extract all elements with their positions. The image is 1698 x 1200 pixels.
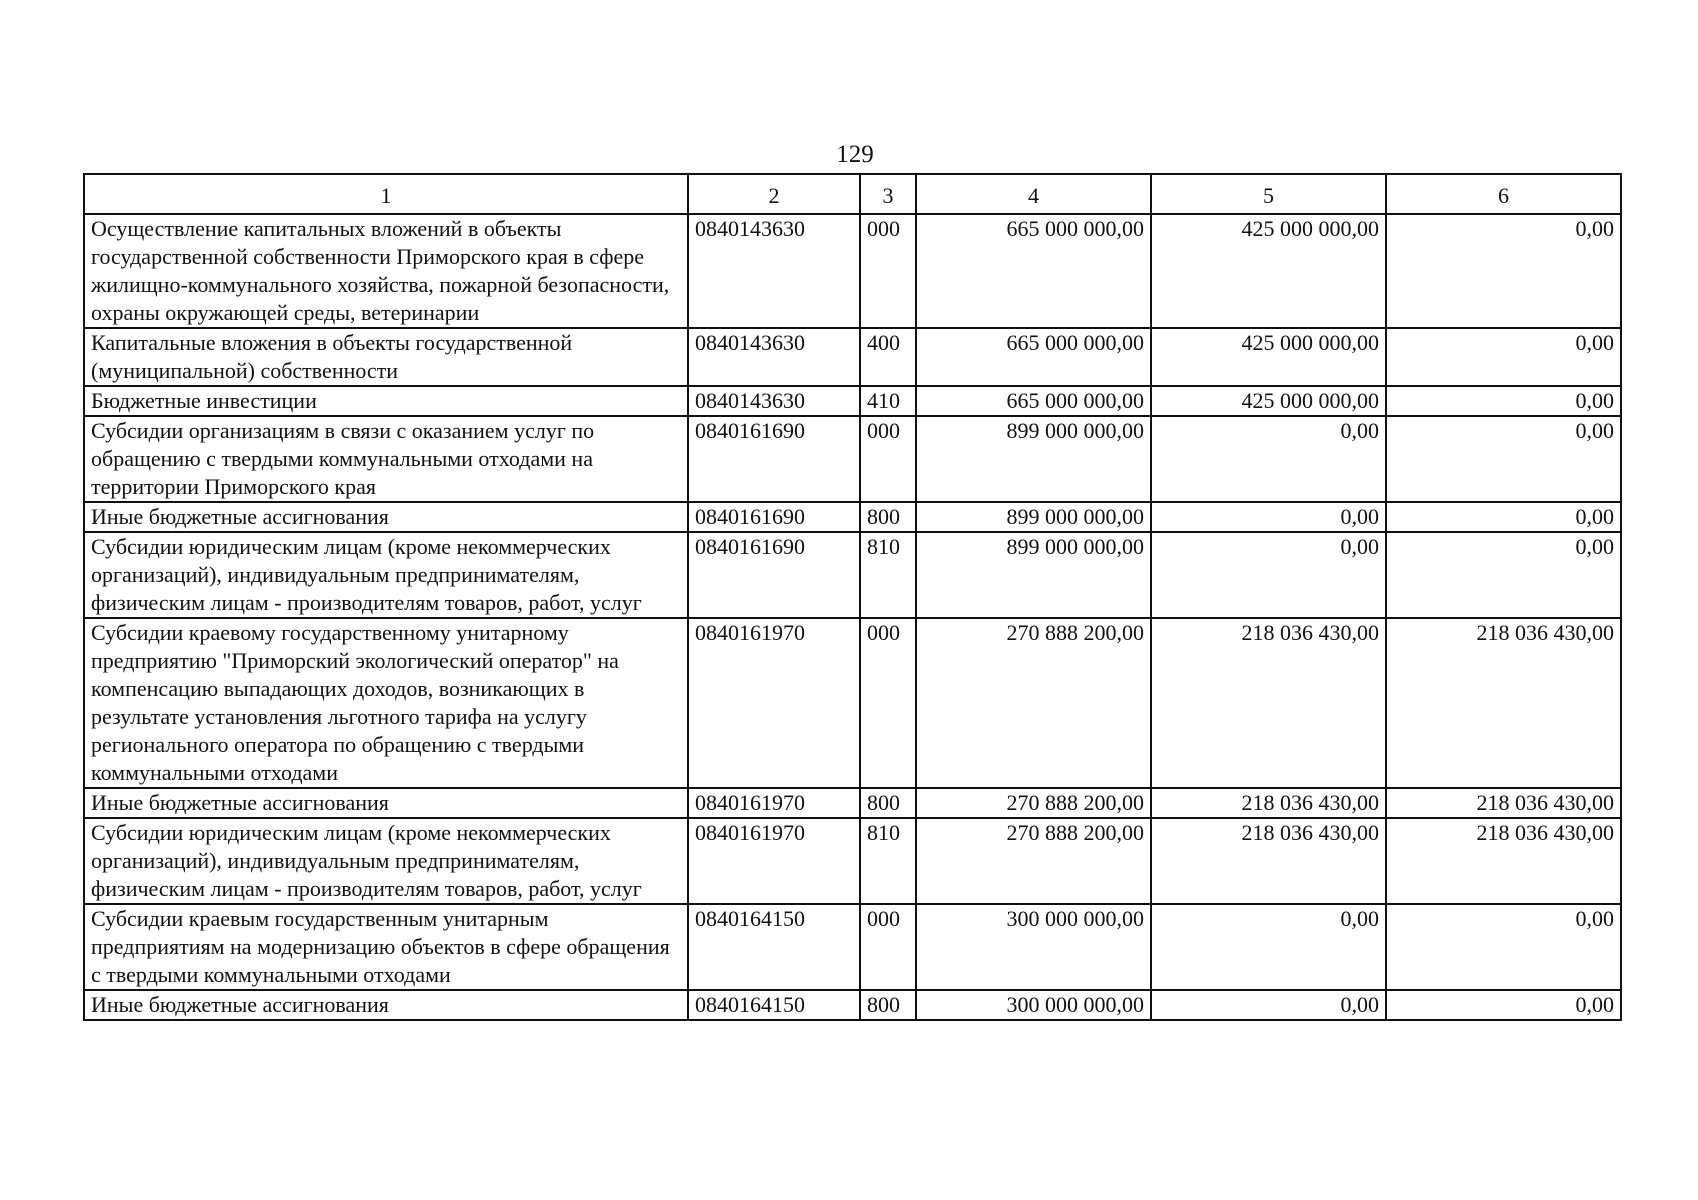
column-header: 2 — [688, 174, 860, 214]
target-code: 0840161690 — [688, 416, 860, 502]
expense-type-code: 000 — [860, 904, 916, 990]
expense-type-code: 810 — [860, 818, 916, 904]
amount-col4: 270 888 200,00 — [916, 818, 1151, 904]
table-row — [84, 502, 1621, 532]
amount-col5: 425 000 000,00 — [1151, 386, 1386, 416]
column-header: 6 — [1386, 174, 1621, 214]
amount-col6: 218 036 430,00 — [1386, 818, 1621, 904]
expense-type-code: 000 — [860, 618, 916, 788]
amount-col4: 300 000 000,00 — [916, 904, 1151, 990]
target-code: 0840164150 — [688, 990, 860, 1020]
amount-col4: 665 000 000,00 — [916, 386, 1151, 416]
amount-col4: 665 000 000,00 — [916, 328, 1151, 386]
amount-col6: 0,00 — [1386, 502, 1621, 532]
item-name: Субсидии краевому государственному унитарному предприятию "Приморский экологический оператор" на компенсацию выпадающих доходов, возникающих в результате установления льготного тарифа на услугу регионального оператора по обращению с твердыми коммунальными отходами — [84, 618, 688, 788]
amount-col6: 0,00 — [1386, 416, 1621, 502]
target-code: 0840143630 — [688, 214, 860, 328]
table-row — [84, 788, 1621, 818]
amount-col4: 270 888 200,00 — [916, 618, 1151, 788]
amount-col5: 0,00 — [1151, 502, 1386, 532]
amount-col6: 218 036 430,00 — [1386, 788, 1621, 818]
amount-col6: 0,00 — [1386, 386, 1621, 416]
table-row — [84, 990, 1621, 1020]
item-name: Капитальные вложения в объекты государственной (муниципальной) собственности — [84, 328, 688, 386]
amount-col6: 0,00 — [1386, 904, 1621, 990]
amount-col5: 218 036 430,00 — [1151, 818, 1386, 904]
amount-col5: 425 000 000,00 — [1151, 214, 1386, 328]
table-row — [84, 618, 1621, 788]
expense-type-code: 810 — [860, 532, 916, 618]
table-row — [84, 904, 1621, 990]
table-header-row — [84, 174, 1621, 214]
amount-col4: 899 000 000,00 — [916, 502, 1151, 532]
item-name: Бюджетные инвестиции — [84, 386, 688, 416]
amount-col4: 899 000 000,00 — [916, 416, 1151, 502]
amount-col6: 218 036 430,00 — [1386, 618, 1621, 788]
item-name: Субсидии юридическим лицам (кроме некоммерческих организаций), индивидуальным предпринимателям, физическим лицам - производителям товаров, работ, услуг — [84, 532, 688, 618]
column-header: 4 — [916, 174, 1151, 214]
expense-type-code: 400 — [860, 328, 916, 386]
amount-col4: 899 000 000,00 — [916, 532, 1151, 618]
amount-col6: 0,00 — [1386, 990, 1621, 1020]
expense-type-code: 800 — [860, 502, 916, 532]
column-header: 5 — [1151, 174, 1386, 214]
amount-col4: 270 888 200,00 — [916, 788, 1151, 818]
item-name: Субсидии краевым государственным унитарным предприятиям на модернизацию объектов в сфере обращения с твердыми коммунальными отходами — [84, 904, 688, 990]
amount-col4: 665 000 000,00 — [916, 214, 1151, 328]
target-code: 0840161690 — [688, 532, 860, 618]
expense-type-code: 000 — [860, 214, 916, 328]
target-code: 0840161690 — [688, 502, 860, 532]
item-name: Субсидии юридическим лицам (кроме некоммерческих организаций), индивидуальным предпринимателям, физическим лицам - производителям товаров, работ, услуг — [84, 818, 688, 904]
amount-col5: 0,00 — [1151, 416, 1386, 502]
amount-col6: 0,00 — [1386, 214, 1621, 328]
target-code: 0840161970 — [688, 818, 860, 904]
expense-type-code: 410 — [860, 386, 916, 416]
table-row — [84, 532, 1621, 618]
amount-col5: 0,00 — [1151, 532, 1386, 618]
target-code: 0840164150 — [688, 904, 860, 990]
column-header: 1 — [84, 174, 688, 214]
table-row — [84, 386, 1621, 416]
table-row — [84, 328, 1621, 386]
target-code: 0840143630 — [688, 386, 860, 416]
table-row — [84, 214, 1621, 328]
amount-col5: 425 000 000,00 — [1151, 328, 1386, 386]
amount-col6: 0,00 — [1386, 532, 1621, 618]
expense-type-code: 000 — [860, 416, 916, 502]
budget-table — [83, 173, 1622, 1021]
amount-col5: 0,00 — [1151, 990, 1386, 1020]
expense-type-code: 800 — [860, 990, 916, 1020]
expense-type-code: 800 — [860, 788, 916, 818]
amount-col5: 0,00 — [1151, 904, 1386, 990]
amount-col4: 300 000 000,00 — [916, 990, 1151, 1020]
amount-col6: 0,00 — [1386, 328, 1621, 386]
column-header: 3 — [860, 174, 916, 214]
target-code: 0840161970 — [688, 618, 860, 788]
target-code: 0840161970 — [688, 788, 860, 818]
page-number: 129 — [836, 141, 874, 168]
table-row — [84, 818, 1621, 904]
item-name: Иные бюджетные ассигнования — [84, 788, 688, 818]
item-name: Иные бюджетные ассигнования — [84, 502, 688, 532]
item-name: Осуществление капитальных вложений в объекты государственной собственности Приморского края в сфере жилищно-коммунального хозяйства, пожарной безопасности, охраны окружающей среды, ветеринарии — [84, 214, 688, 328]
amount-col5: 218 036 430,00 — [1151, 788, 1386, 818]
table-row — [84, 416, 1621, 502]
target-code: 0840143630 — [688, 328, 860, 386]
item-name: Субсидии организациям в связи с оказанием услуг по обращению с твердыми коммунальными отходами на территории Приморского края — [84, 416, 688, 502]
amount-col5: 218 036 430,00 — [1151, 618, 1386, 788]
item-name: Иные бюджетные ассигнования — [84, 990, 688, 1020]
